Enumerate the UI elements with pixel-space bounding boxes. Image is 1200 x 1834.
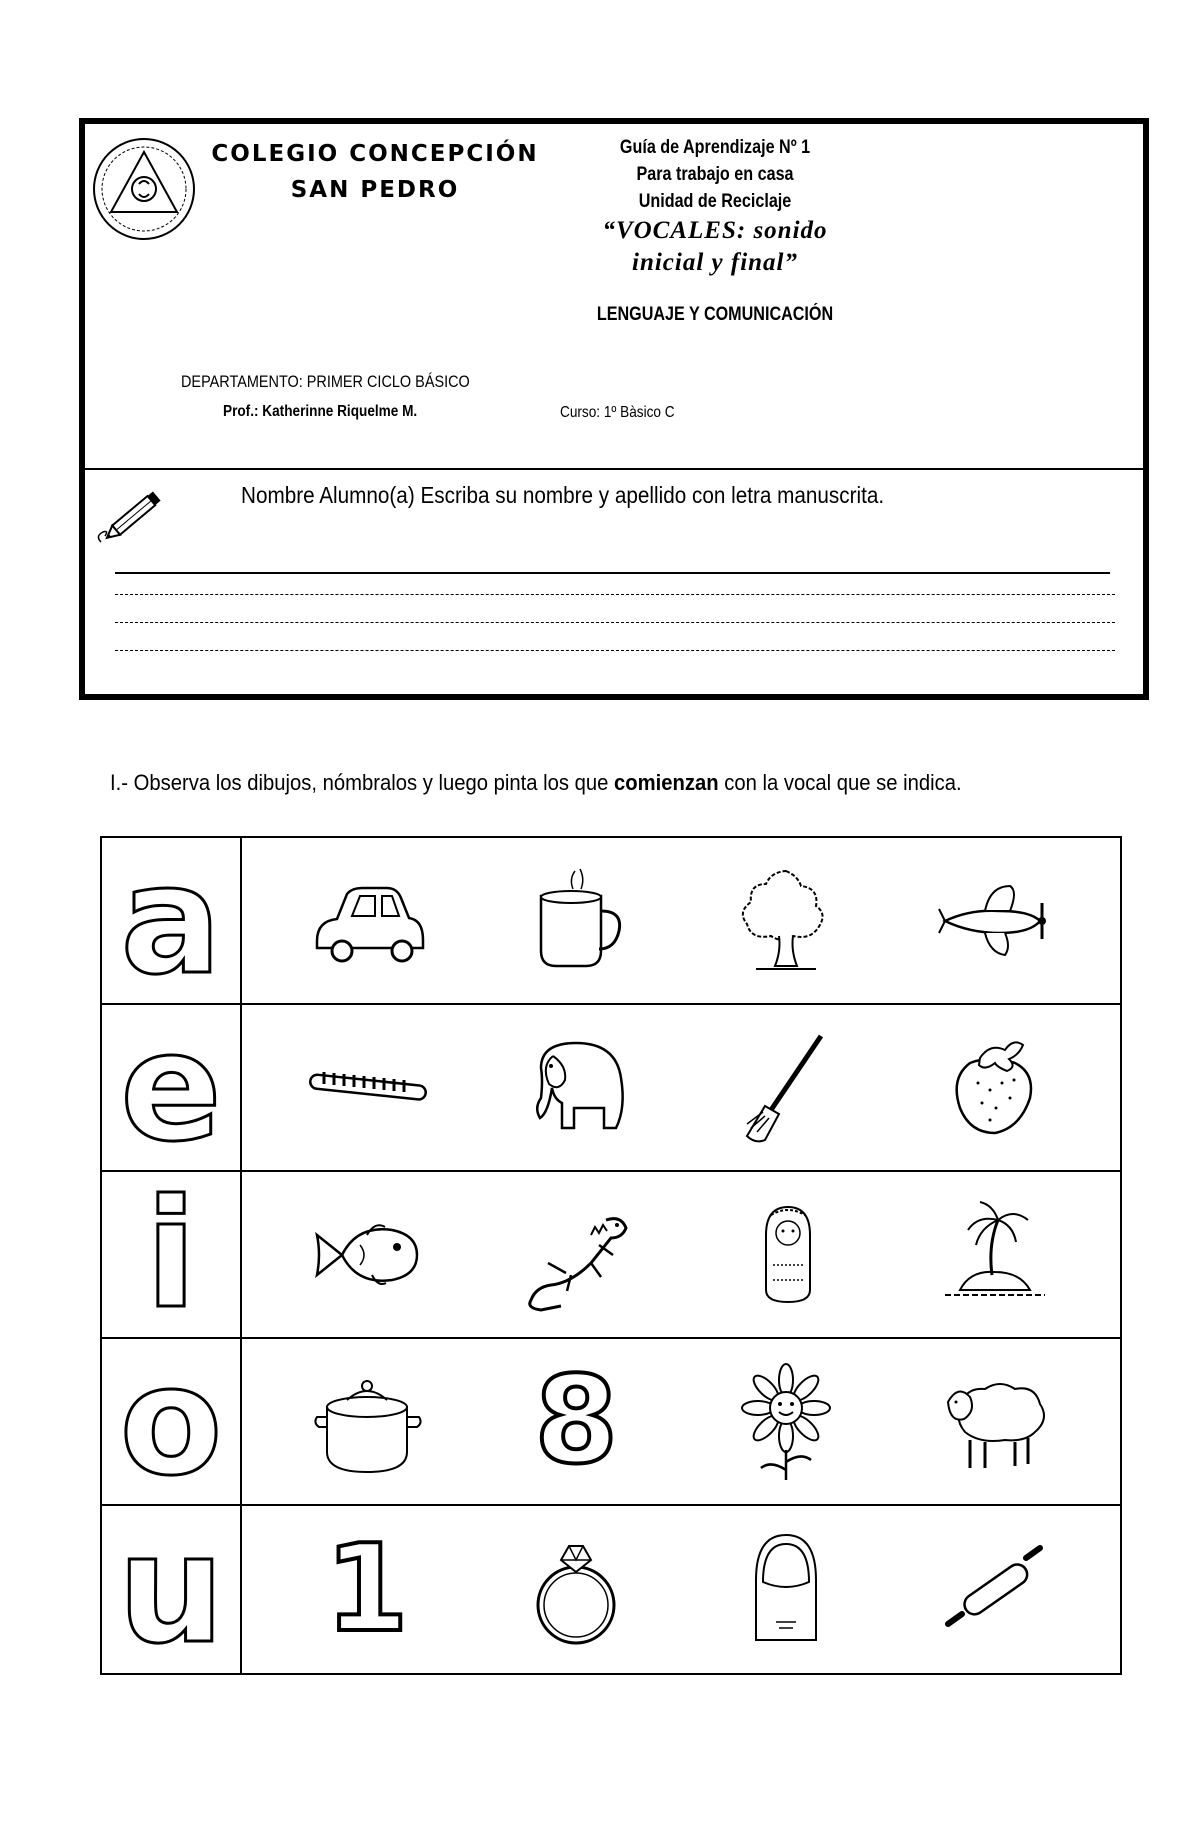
name-line-2[interactable] bbox=[115, 594, 1115, 595]
airplane-icon[interactable] bbox=[925, 856, 1065, 986]
vowel-cell bbox=[102, 1502, 242, 1677]
pictures-row bbox=[242, 1339, 1120, 1504]
school-seal-icon bbox=[89, 134, 199, 244]
number-one-icon[interactable] bbox=[297, 1519, 437, 1659]
vowel-letter-u: u bbox=[117, 1502, 225, 1677]
vowel-row-e bbox=[102, 1000, 1120, 1175]
vowel-cell bbox=[102, 1000, 242, 1175]
sheep-icon[interactable] bbox=[925, 1357, 1065, 1487]
vowel-cell bbox=[102, 833, 242, 1008]
course: Curso: 1º Bàsico C bbox=[560, 404, 675, 421]
vowel-row-u bbox=[102, 1502, 1120, 1677]
tree-icon[interactable] bbox=[716, 856, 856, 986]
guide-number: Guía de Aprendizaje Nº 1 bbox=[619, 137, 811, 158]
pictures-row bbox=[242, 1005, 1120, 1170]
island-icon[interactable] bbox=[925, 1190, 1065, 1320]
guide-mode: Para trabajo en casa bbox=[636, 164, 794, 185]
mug-icon[interactable] bbox=[506, 856, 646, 986]
vowel-cell bbox=[102, 1167, 242, 1342]
instruction-text-end: con la vocal que se indica. bbox=[718, 770, 962, 795]
vowel-row-a bbox=[102, 833, 1120, 1008]
fish-icon[interactable] bbox=[297, 1190, 437, 1320]
name-line-1[interactable] bbox=[115, 572, 1110, 574]
vowel-row-i bbox=[102, 1167, 1120, 1342]
eskimo-icon[interactable] bbox=[716, 1190, 856, 1320]
pictures-row bbox=[242, 1506, 1120, 1673]
vowel-row-o bbox=[102, 1334, 1120, 1509]
broom-icon[interactable] bbox=[716, 1023, 856, 1153]
pictures-row bbox=[242, 1172, 1120, 1337]
teacher-name: Prof.: Katherinne Riquelme M. bbox=[223, 403, 418, 420]
guide-block bbox=[545, 134, 885, 279]
department: DEPARTAMENTO: PRIMER CICLO BÁSICO bbox=[181, 372, 470, 391]
vowel-letter-i: i bbox=[145, 1167, 197, 1342]
one-glyph: 1 bbox=[325, 1519, 409, 1659]
iguana-icon[interactable] bbox=[506, 1190, 646, 1320]
pictures-row bbox=[242, 838, 1120, 1003]
strawberry-icon[interactable] bbox=[925, 1023, 1065, 1153]
comb-icon[interactable] bbox=[297, 1023, 437, 1153]
pencil-icon bbox=[93, 486, 173, 546]
subject: LENGUAJE Y COMUNICACIÓN bbox=[596, 304, 834, 325]
vowel-table bbox=[100, 833, 1122, 1677]
nail-icon[interactable] bbox=[716, 1525, 856, 1655]
school-name bbox=[195, 136, 555, 208]
ring-icon[interactable] bbox=[506, 1525, 646, 1655]
school-name-line1: COLEGIO CONCEPCIÓN bbox=[211, 141, 539, 167]
rolling-pin-icon[interactable] bbox=[925, 1525, 1065, 1655]
number-eight-icon[interactable] bbox=[506, 1351, 646, 1491]
instruction bbox=[110, 770, 962, 796]
flower-icon[interactable] bbox=[716, 1357, 856, 1487]
name-line-4[interactable] bbox=[115, 650, 1115, 651]
car-icon[interactable] bbox=[297, 856, 437, 986]
elephant-icon[interactable] bbox=[506, 1023, 646, 1153]
instruction-text-start: I.- Observa los dibujos, nómbralos y luego pinta los que bbox=[110, 770, 615, 795]
guide-unit: Unidad de Reciclaje bbox=[638, 191, 792, 212]
guide-title-line1: “VOCALES: sonido bbox=[602, 217, 828, 244]
school-name-line2: SAN PEDRO bbox=[290, 177, 460, 203]
pot-icon[interactable] bbox=[297, 1357, 437, 1487]
name-line-3[interactable] bbox=[115, 622, 1115, 623]
vowel-letter-o: o bbox=[119, 1334, 223, 1509]
guide-title-line2: inicial y final” bbox=[632, 249, 798, 276]
vowel-letter-e: e bbox=[120, 1000, 222, 1175]
student-name-label: Nombre Alumno(a) Escriba su nombre y apellido con letra manuscrita. bbox=[241, 482, 885, 508]
vowel-letter-a: a bbox=[120, 833, 222, 1008]
header-box bbox=[79, 118, 1149, 700]
instruction-bold: comienzan bbox=[614, 770, 719, 795]
vowel-cell bbox=[102, 1334, 242, 1509]
eight-glyph: 8 bbox=[534, 1351, 618, 1491]
header-divider bbox=[85, 468, 1143, 470]
